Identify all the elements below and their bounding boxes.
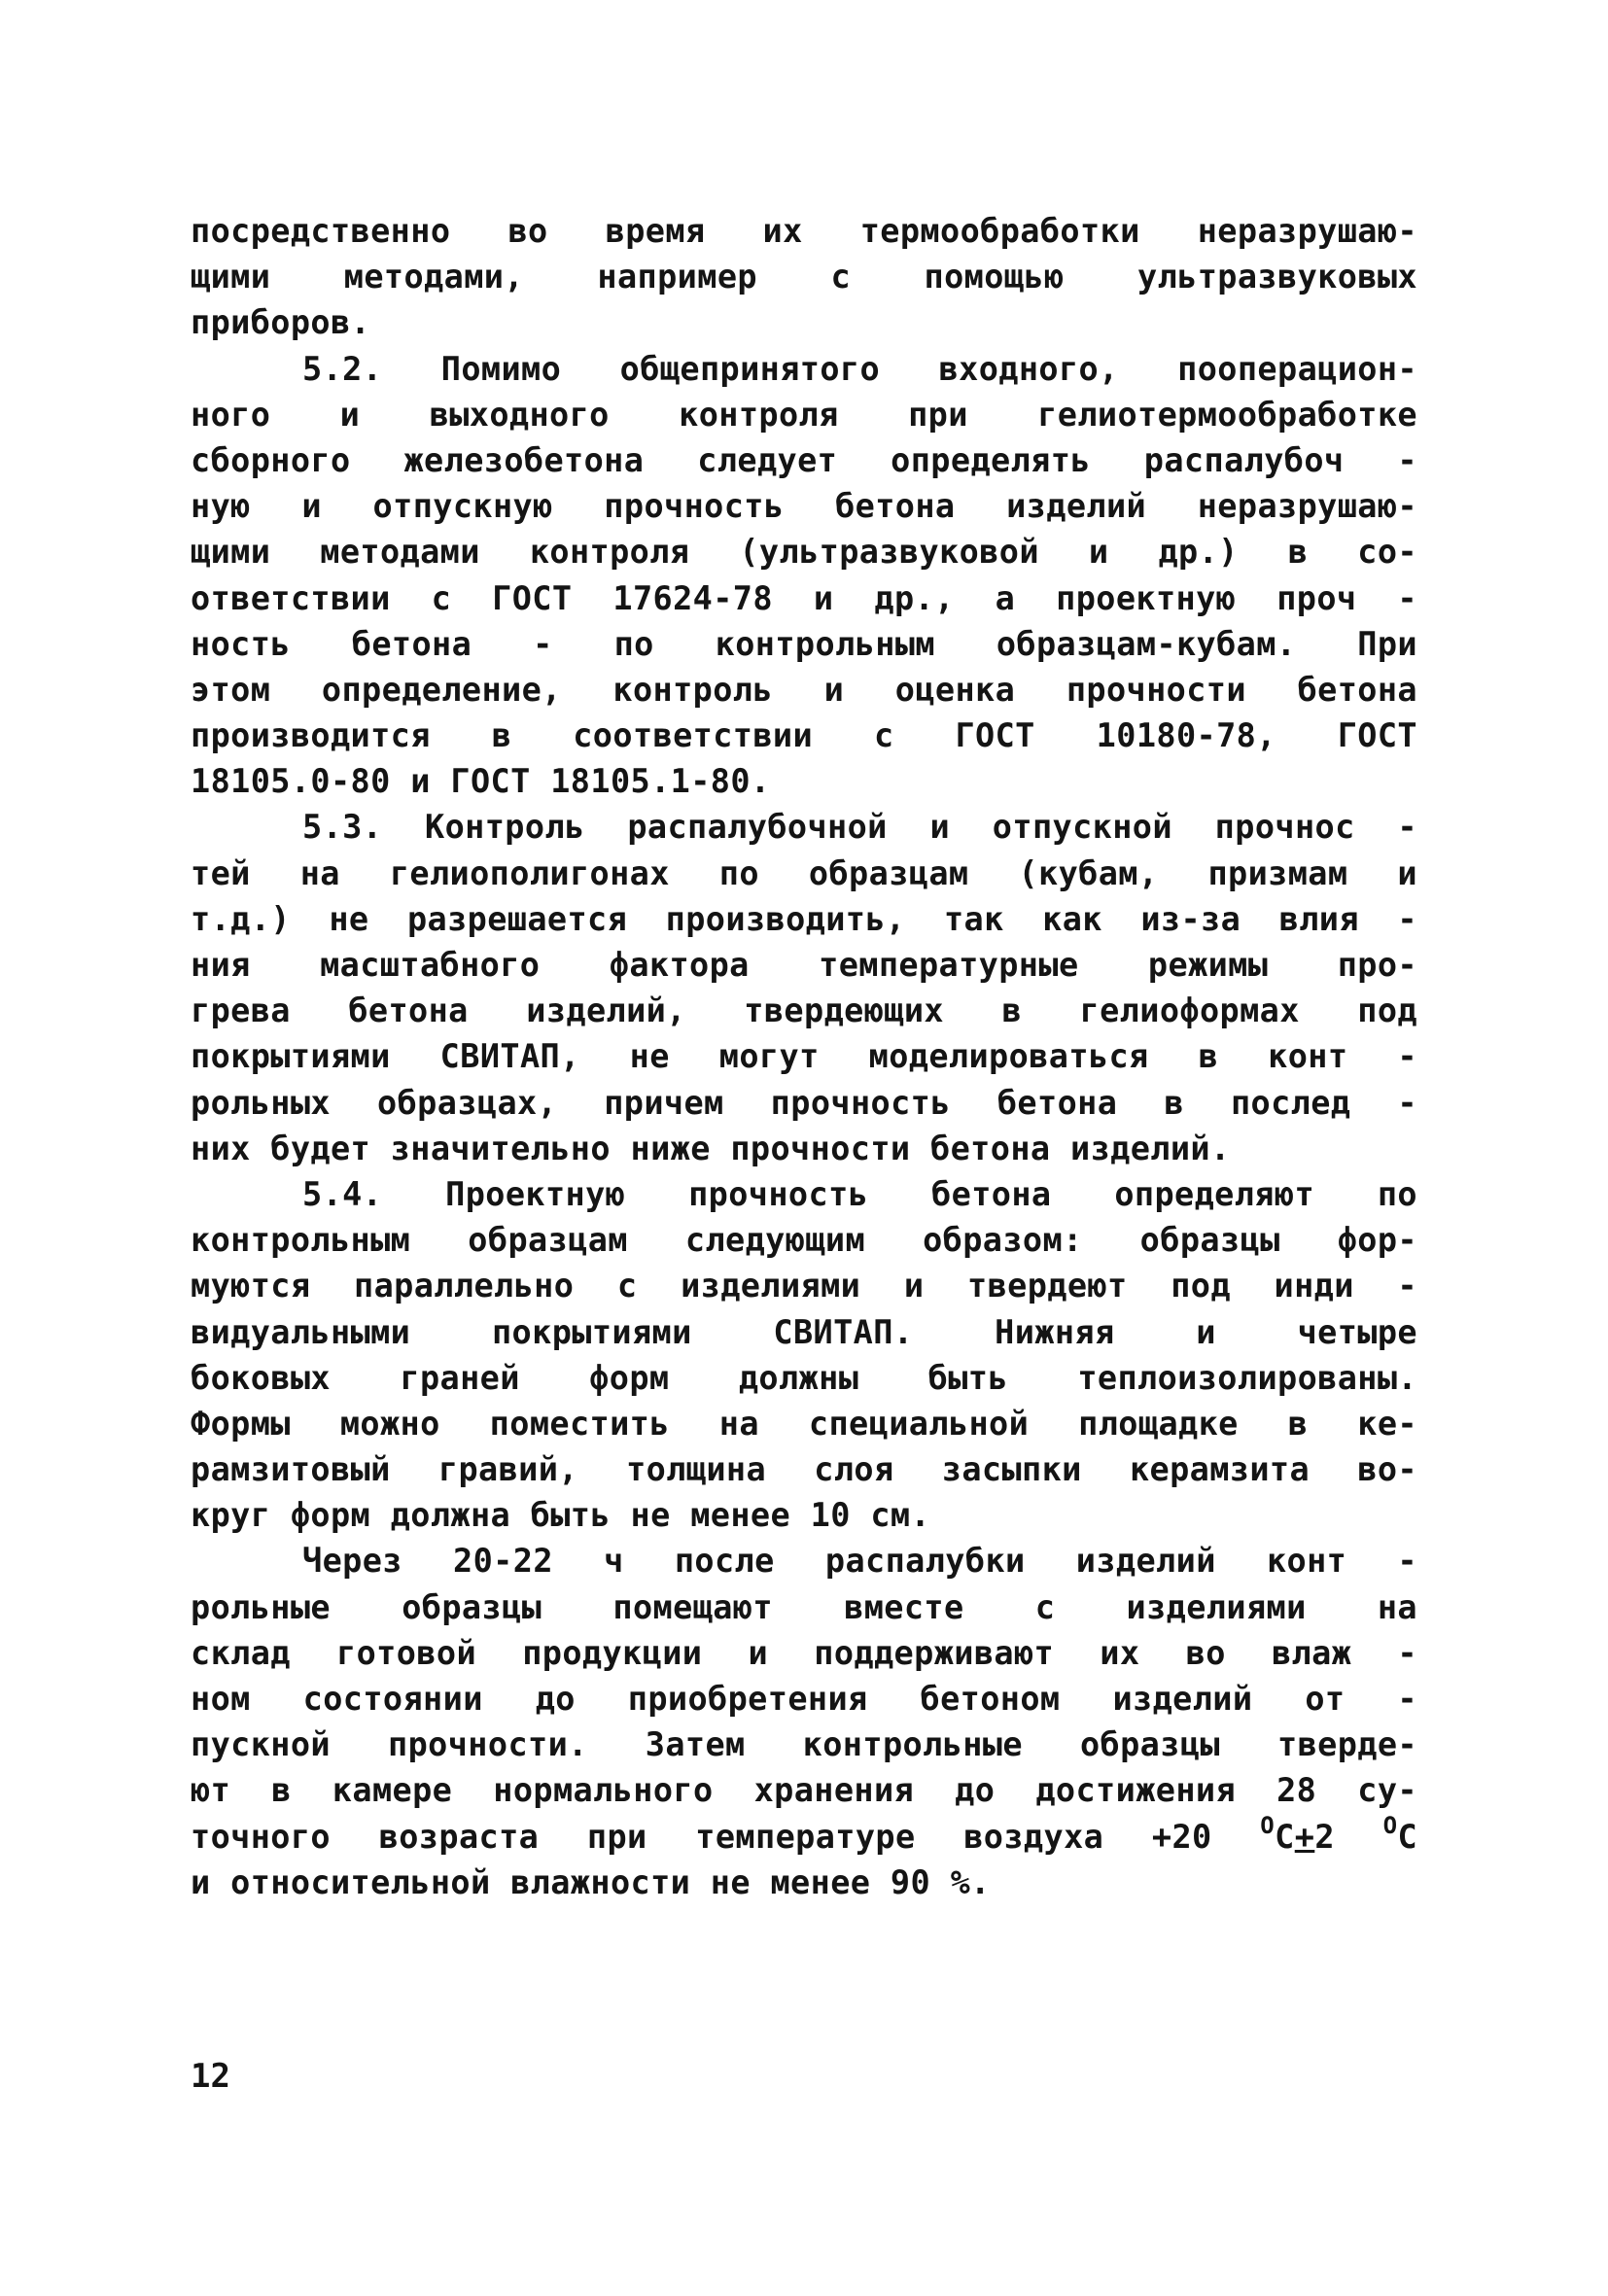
text-line: грева бетона изделий, твердеющих в гелиоформах под xyxy=(191,991,1417,1030)
text-line: видуальными покрытиями СВИТАП. Нижняя и четыре xyxy=(191,1312,1417,1351)
text-line: рамзитовый гравий, толщина слоя засыпки керамзита во- xyxy=(191,1450,1417,1489)
degree-sign: O xyxy=(1382,1811,1398,1839)
text-line: ния масштабного фактора температурные режимы про- xyxy=(191,946,1417,984)
text-line: Формы можно поместить на специальной площадке в ке- xyxy=(191,1404,1417,1443)
text-line: рольные образцы помещают вместе с изделиями на xyxy=(191,1587,1417,1626)
text-line: приборов. xyxy=(191,303,371,342)
celsius-unit: C xyxy=(1397,1817,1418,1856)
text-line: и относительной влажности не менее 90 %. xyxy=(191,1862,991,1901)
text-line: этом определение, контроль и оценка прочности бетона xyxy=(191,670,1417,709)
plus-minus-sign: + xyxy=(1294,1817,1315,1856)
tolerance-value: 2 xyxy=(1314,1817,1383,1856)
temperature-prefix: точного возраста при температуре воздуха +20 xyxy=(191,1817,1261,1856)
text-line: контрольным образцам следующим образом: образцы фор- xyxy=(191,1221,1417,1260)
text-line: ют в камере нормального хранения до достижения 28 су- xyxy=(191,1771,1417,1810)
temperature-line xyxy=(191,1811,1418,1860)
text-line: муются параллельно с изделиями и твердеют под инди - xyxy=(191,1267,1417,1305)
paragraph-5-2-start: 5.2. Помимо общепринятого входного, пооперацион- xyxy=(302,349,1417,388)
text-line: склад готовой продукции и поддерживают их во влаж - xyxy=(191,1633,1417,1672)
text-line: ного и выходного контроля при гелиотермообработке xyxy=(191,395,1417,434)
text-line: т.д.) не разрешается производить, так как из-за влия - xyxy=(191,899,1417,938)
paragraph-curing-start: Через 20-22 ч после распалубки изделий конт - xyxy=(302,1542,1417,1581)
text-line: щими методами, например с помощью ультразвуковых xyxy=(191,258,1417,296)
text-line: рольных образцах, причем прочность бетона в послед - xyxy=(191,1083,1417,1122)
text-line: тей на гелиополигонах по образцам (кубам, призмам и xyxy=(191,853,1417,892)
text-line: щими методами контроля (ультразвуковой и др.) в со- xyxy=(191,533,1417,572)
document-body xyxy=(191,208,1417,1905)
text-line: ную и отпускную прочность бетона изделий неразрушаю- xyxy=(191,487,1417,526)
text-line: производится в соответствии с ГОСТ 10180-78, ГОСТ xyxy=(191,716,1417,755)
text-line: ность бетона - по контрольным образцам-кубам. При xyxy=(191,624,1417,663)
degree-sign: O xyxy=(1260,1811,1276,1839)
paragraph-5-3-start: 5.3. Контроль распалубочной и отпускной прочнос - xyxy=(302,808,1417,847)
text-line: круг форм должна быть не менее 10 см. xyxy=(191,1496,931,1535)
text-line: сборного железобетона следует определять распалубоч - xyxy=(191,440,1417,479)
text-line: 18105.0-80 и ГОСТ 18105.1-80. xyxy=(191,762,771,801)
celsius-unit: C xyxy=(1275,1817,1295,1856)
text-line: ответствии с ГОСТ 17624-78 и др., а проектную проч - xyxy=(191,578,1417,617)
text-line: пускной прочности. Затем контрольные образцы тверде- xyxy=(191,1725,1417,1764)
paragraph-5-4-start: 5.4. Проектную прочность бетона определяют по xyxy=(302,1174,1417,1213)
text-line: ном состоянии до приобретения бетоном изделий от - xyxy=(191,1680,1417,1718)
text-line: покрытиями СВИТАП, не могут моделироваться в конт - xyxy=(191,1037,1417,1076)
page-number: 12 xyxy=(191,2057,230,2096)
text-line: посредственно во время их термообработки неразрушаю- xyxy=(191,212,1417,250)
text-line: боковых граней форм должны быть теплоизолированы. xyxy=(191,1358,1417,1397)
text-line: них будет значительно ниже прочности бетона изделий. xyxy=(191,1129,1231,1167)
